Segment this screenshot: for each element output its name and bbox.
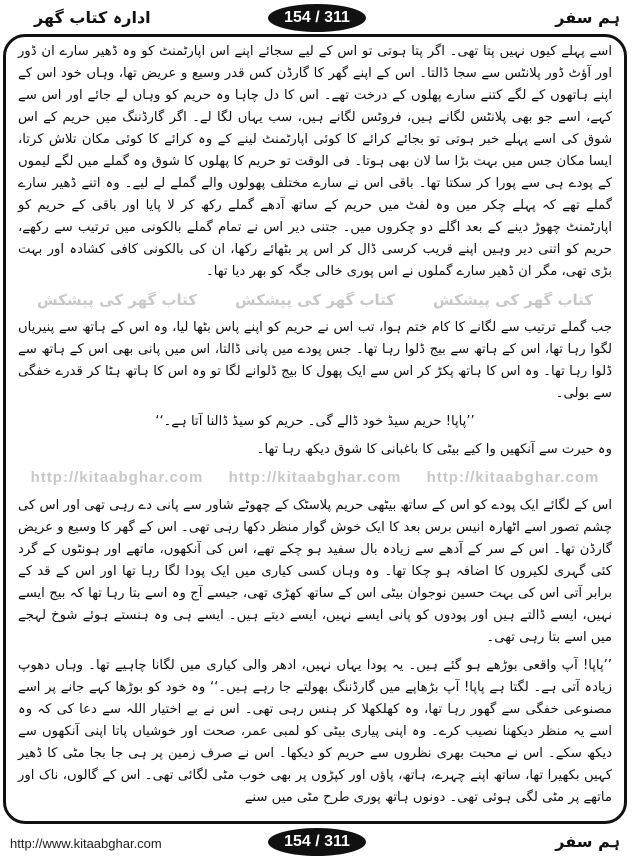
paragraph: ’’پاپا! آپ واقعی بوڑھے ہو گئے ہیں۔ یہ پودا یہاں نہیں، ادھر والی کیاری میں لگانا چاہیے تھا۔ وہاں دھوپ زیادہ آتی ہے۔ لگتا ہے پاپا! آپ بڑھاپے میں گارڈننگ بھولتے جا رہے ہیں۔‘‘ وہ خود کو بوڑھا کہے جانے پر اسے مصنوعی خفگی سے گھور رہا تھا، وہ کھلکھلا کر ہنس رہی تھی۔ اس نے بے اختیار اللہ سے دعا کی کہ وہ اسے یہ منظر دیکھنا نصیب کرے۔ وہ اپنی پیاری بیٹی کو لمبی عمر، صحت اور خوشیاں پاتا اپنی آنکھوں سے دیکھ سکے۔ اس نے محبت بھری نظروں سے حریم کو دیکھا۔ اس نے صرف زمین پر ہی جا بجا مٹی کا ڈھیر کہیں بکھیرا تھا، ساتھ اپنے چہرے، ہاتھ، پاؤں اور کپڑوں پر بھی خوب مٹی لگائی تھی۔ اس کے گالوں، ناک اور ماتھے پر مٹی لگی ہوئی تھی۔ دونوں ہاتھ پوری طرح مٹی میں سنے: [18, 658, 612, 805]
paragraph: وہ حیرت سے آنکھیں وا کیے بیٹی کا باغبانی کا شوق دیکھ رہا تھا۔: [256, 442, 612, 457]
page-footer: [0, 824, 634, 858]
page-indicator: 154 / 311: [268, 4, 366, 32]
watermark-urdu: کتاب گھر کی پیشکش: [432, 291, 594, 309]
paragraph: اس کے لگائے ایک پودے کو اس کے ساتھ بیٹھی حریم پلاسٹک کے چھوٹے شاور سے پانی دے رہی تھی اور اس کی چشم تصور اسے اٹھارہ انیس برس بعد کا ایک خوش گوار منظر دکھا رہی تھی۔ اس کے گھر کا وسیع و عریض گارڈن تھا۔ اس کے سر کے آدھے سے زیادہ بال سفید ہو چکے تھے، اس کی آنکھوں، ماتھے اور ہونٹوں کے گرد کئی گہری لکیروں کا اضافہ ہو چکا تھا۔ وہ وہاں کسی کیاری میں ایک پودا لگا رہا تھا اور اس کے قد کے برابر آتی اس کی بہت حسین نوجوان بیٹی اس کے ساتھ کھڑی تھی، جیسے آج وہ اسے بتا رہا تھا کہ بیج ایسے نہیں، ایسے ڈالتے ہیں اور پودوں کو پانی ایسے نہیں، ایسے دیتے ہیں۔ ایسے ہی وہ ہنستے ہوئے شوخ لہجے میں اسے بتا رہی تھی۔: [18, 498, 612, 645]
watermark-url: http://kitaabghar.com: [228, 469, 402, 486]
watermark-url: http://kitaabghar.com: [30, 469, 204, 486]
book-title: ہم سفر: [555, 8, 620, 27]
book-title: ہم سفر: [555, 832, 620, 851]
paragraph: اسے پہلے کیوں نہیں پتا تھی۔ اگر پتا ہوتی تو اس کے لیے سجائے اپنے اس اپارٹمنٹ کو وہ ڈھیر سارے ان ڈور اور آؤٹ ڈور پلانٹس سے سجا ڈالتا۔ اس کے اپنے گھر کا گارڈن کس قدر وسیع و عریض تھا، وہاں خود اس کے اپنے ہاتھوں کے لگے کتنے سارے پھلوں کے درخت تھے۔ اس کا دل چاہا وہ حریم کو وہاں لے جائے اور اس سے کہے، اسے جو بھی پلانٹس لگانے ہیں، فروٹس لگانے ہیں، سب یہاں لگا لے۔ اگر گارڈننگ میں حریم کے اس شوق کی اسے پہلے خبر ہوتی تو بجائے کرائے کا کوئی اپارٹمنٹ لینے کے وہ کرائے کا کوئی مکان تلاش کرتا، ایسا مکان جس میں بہت بڑا سا لان بھی ہوتا۔ فی الوقت تو حریم کا پھلوں کا شوق وہ گملے میں لگے لیموں کے پودے ہی سے پورا کر سکتا تھا۔ باقی اس نے سارے مختلف پھولوں والے گملے لے لیے۔ وہ اتنے ڈھیر سارے گملے تھے کہ پہلے چکر میں وہ لفٹ میں حریم کے ساتھ آدھے گملے رکھ کر لا پایا اور باقی کے حریم کو اپارٹمنٹ چھوڑ دینے کے بعد اگلے دو چکروں میں۔ جتنی دیر اس نے تمام گملے بالکونی میں ترتیب سے رکھے، حریم کو اتنی دیر وہیں اپنے قریب کرسی ڈال کر اس پر بٹھائے رکھا، ان کی بالکونی کافی کشادہ اور بہت بڑی تھی، مگر ان ڈھیر سارے گملوں نے اس پوری خالی جگہ کو بھر دیا تھا۔: [18, 44, 612, 279]
text-frame: [3, 34, 627, 824]
body-text: [18, 41, 612, 809]
dialogue-line: ’’پاپا! حریم سیڈ خود ڈالے گی۔ حریم کو سیڈ ڈالنا آتا ہے۔‘‘: [155, 414, 475, 429]
watermark-urdu: کتاب گھر کی پیشکش: [234, 291, 396, 309]
page-indicator: 154 / 311: [268, 828, 366, 856]
watermark-row: [18, 467, 612, 489]
paragraph: جب گملے ترتیب سے لگانے کا کام ختم ہوا، تب اس نے حریم کو اپنے پاس بٹھا لیا، وہ اس کے ہاتھ سے پنیریاں لگوا رہا تھا، اس کے ہاتھ سے بیج ڈلوا رہا تھا۔ جس پودے میں پانی ڈالتا، اس میں پانی بھی اس کے ہاتھ سے ڈلوا رہا تھا۔ وہ اس کا ہاتھ پکڑ کر اس سے ایک پھول کا بیج ڈلوانے لگا تو وہ اس کا ہاتھ ہٹا کر قدرے خفگی سے بولی۔: [18, 320, 612, 401]
watermark-url: http://kitaabghar.com: [426, 469, 600, 486]
page-header: [0, 0, 634, 34]
watermark-urdu: کتاب گھر کی پیشکش: [36, 291, 198, 309]
watermark-row: [18, 289, 612, 311]
website-link[interactable]: http://www.kitaabghar.com: [10, 836, 162, 851]
publisher-name: ادارہ کتاب گھر: [34, 8, 151, 27]
